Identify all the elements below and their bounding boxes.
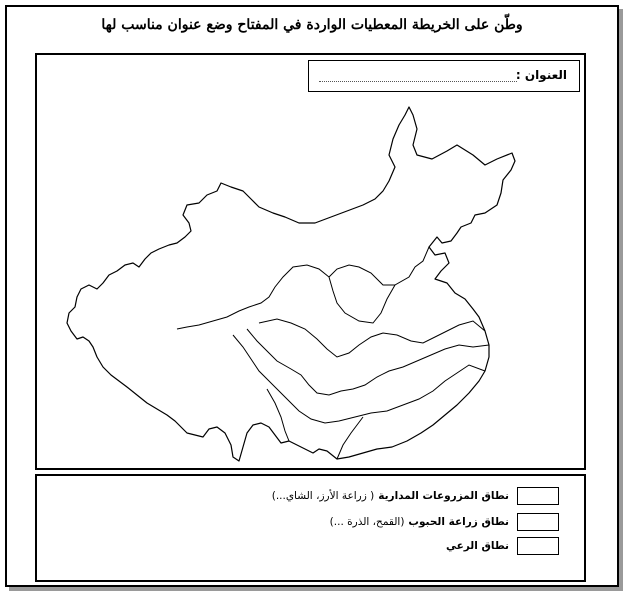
worksheet-instruction: وطّن على الخريطة المعطيات الواردة في المفتاح وضع عنوان مناسب لها	[101, 17, 523, 33]
legend-label: نطاق المزروعات المدارية	[378, 490, 509, 502]
inner-boundary-line	[259, 319, 485, 357]
country-border	[67, 107, 515, 461]
legend-label: نطاق الرعي	[445, 540, 509, 552]
legend-swatch-grains[interactable]	[517, 513, 559, 531]
legend-note: ( زراعة الأرز، الشاي...)	[271, 490, 375, 502]
map-frame	[35, 53, 586, 470]
inner-boundary-line	[329, 265, 395, 285]
map-title-label: العنوان :	[515, 68, 567, 82]
legend-row	[330, 512, 559, 532]
legend-row	[272, 486, 559, 506]
legend-note: (القمح، الذرة ...)	[329, 516, 405, 528]
legend-swatch-grazing[interactable]	[517, 537, 559, 555]
map-title-input-line[interactable]	[319, 81, 517, 82]
inner-boundary-line	[337, 417, 363, 459]
map-title-box[interactable]	[308, 60, 580, 92]
legend-label: نطاق زراعة الحبوب	[408, 516, 509, 528]
legend-row	[442, 536, 559, 556]
inner-boundary-line	[267, 389, 289, 441]
legend-swatch-tropical[interactable]	[517, 487, 559, 505]
china-outline-map	[37, 55, 584, 468]
worksheet-page	[5, 5, 619, 587]
inner-boundary-line	[177, 247, 429, 329]
legend-key	[35, 474, 586, 582]
